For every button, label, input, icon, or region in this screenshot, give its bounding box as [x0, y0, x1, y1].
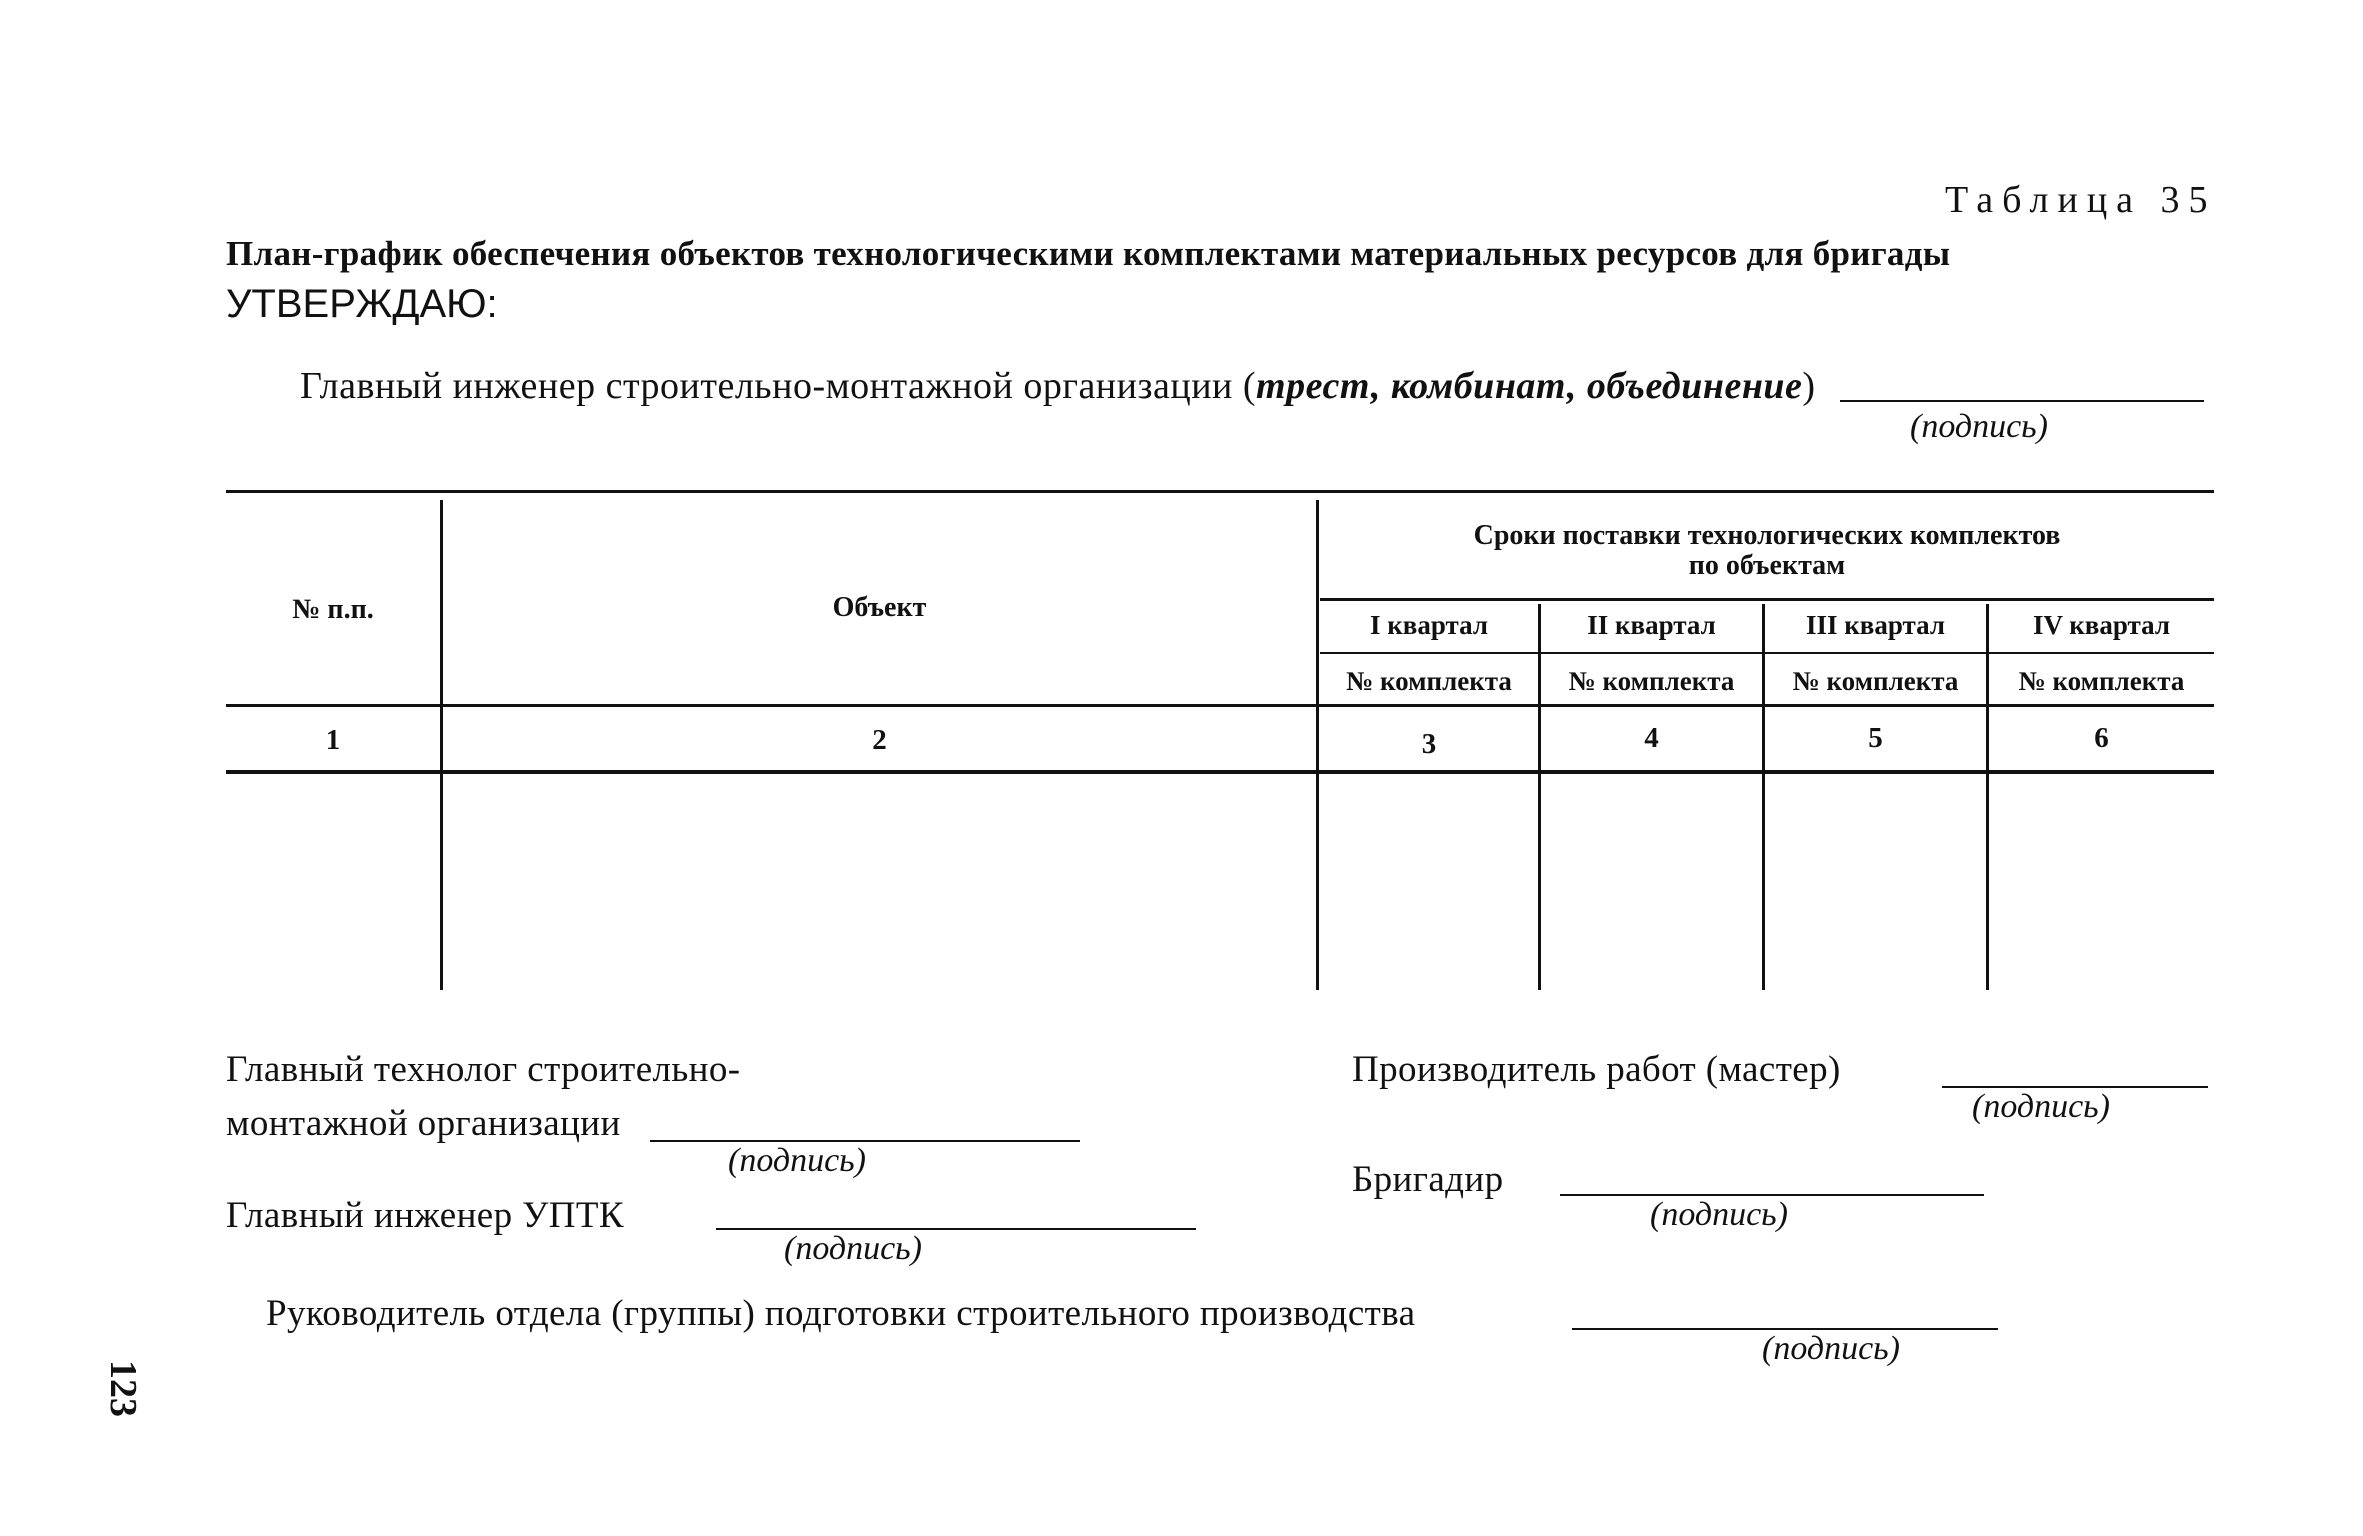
col-divider-5	[1986, 604, 1989, 990]
table-top-rule	[226, 490, 2214, 493]
chief-engineer-signature-line	[1840, 400, 2204, 402]
page-number: 123	[102, 1360, 144, 1417]
column-number-4: 4	[1644, 722, 1659, 754]
header-kit-4: № комплекта	[2018, 666, 2185, 696]
brigadier-signature-caption: (подпись)	[1650, 1196, 1788, 1233]
column-number-2: 2	[872, 724, 887, 756]
foreman-label: Производитель работ (мастер)	[1352, 1049, 1841, 1090]
quarter-header-rule	[1320, 598, 2214, 601]
header-quarter-2: II квартал	[1587, 610, 1716, 640]
header-row-number: № п.п.	[292, 594, 374, 625]
header-object: Объект	[832, 592, 927, 623]
column-number-1: 1	[325, 724, 341, 756]
col-divider-4	[1762, 604, 1765, 990]
chief-engineer-signature-caption: (подпись)	[1910, 408, 2048, 445]
foreman-signature-caption: (подпись)	[1972, 1088, 2110, 1125]
uptk-signature-caption: (подпись)	[784, 1230, 922, 1267]
uptk-label: Главный инженер УПТК	[226, 1195, 624, 1236]
dept-head-signature-caption: (подпись)	[1762, 1330, 1900, 1367]
chief-engineer-line	[300, 364, 1816, 408]
header-delivery-line1: Сроки поставки технологических комплектов	[1473, 520, 2061, 551]
header-kit-2: № комплекта	[1568, 666, 1735, 696]
brigadier-label: Бригадир	[1352, 1159, 1504, 1200]
approval-heading: УТВЕРЖДАЮ:	[226, 282, 498, 326]
chief-engineer-suffix: )	[1802, 365, 1816, 407]
document-title: План-график обеспечения объектов технологическими комплектами материальных ресурсов для бригады	[226, 234, 1951, 273]
column-number-6: 6	[2094, 722, 2109, 754]
header-quarter-3: III квартал	[1805, 610, 1946, 640]
chief-engineer-prefix: Главный инженер строительно-монтажной организации (	[300, 365, 1257, 407]
header-quarter-4: IV квартал	[2032, 610, 2171, 640]
technologist-signature-caption: (подпись)	[728, 1142, 866, 1179]
header-kit-1: № комплекта	[1346, 666, 1512, 696]
header-bottom-rule	[226, 704, 2214, 707]
number-row-bottom-rule	[226, 770, 2214, 774]
col-divider-2	[1316, 500, 1319, 990]
column-number-5: 5	[1868, 722, 1883, 754]
header-kit-3: № комплекта	[1792, 666, 1959, 696]
col-divider-3	[1538, 604, 1541, 990]
header-delivery-line2: по объектам	[1688, 550, 1846, 581]
header-quarter-1: I квартал	[1369, 610, 1489, 640]
technologist-label-line2: монтажной организации	[226, 1103, 621, 1144]
dept-head-label: Руководитель отдела (группы) подготовки строительного производства	[266, 1293, 1416, 1334]
kit-header-rule	[1320, 652, 2214, 654]
chief-engineer-org-types: трест, комбинат, объединение	[1256, 365, 1803, 407]
column-number-3: 3	[1421, 728, 1437, 760]
table-number-label: Таблица 35	[1945, 179, 2217, 221]
technologist-label-line1: Главный технолог строительно-	[226, 1049, 741, 1090]
